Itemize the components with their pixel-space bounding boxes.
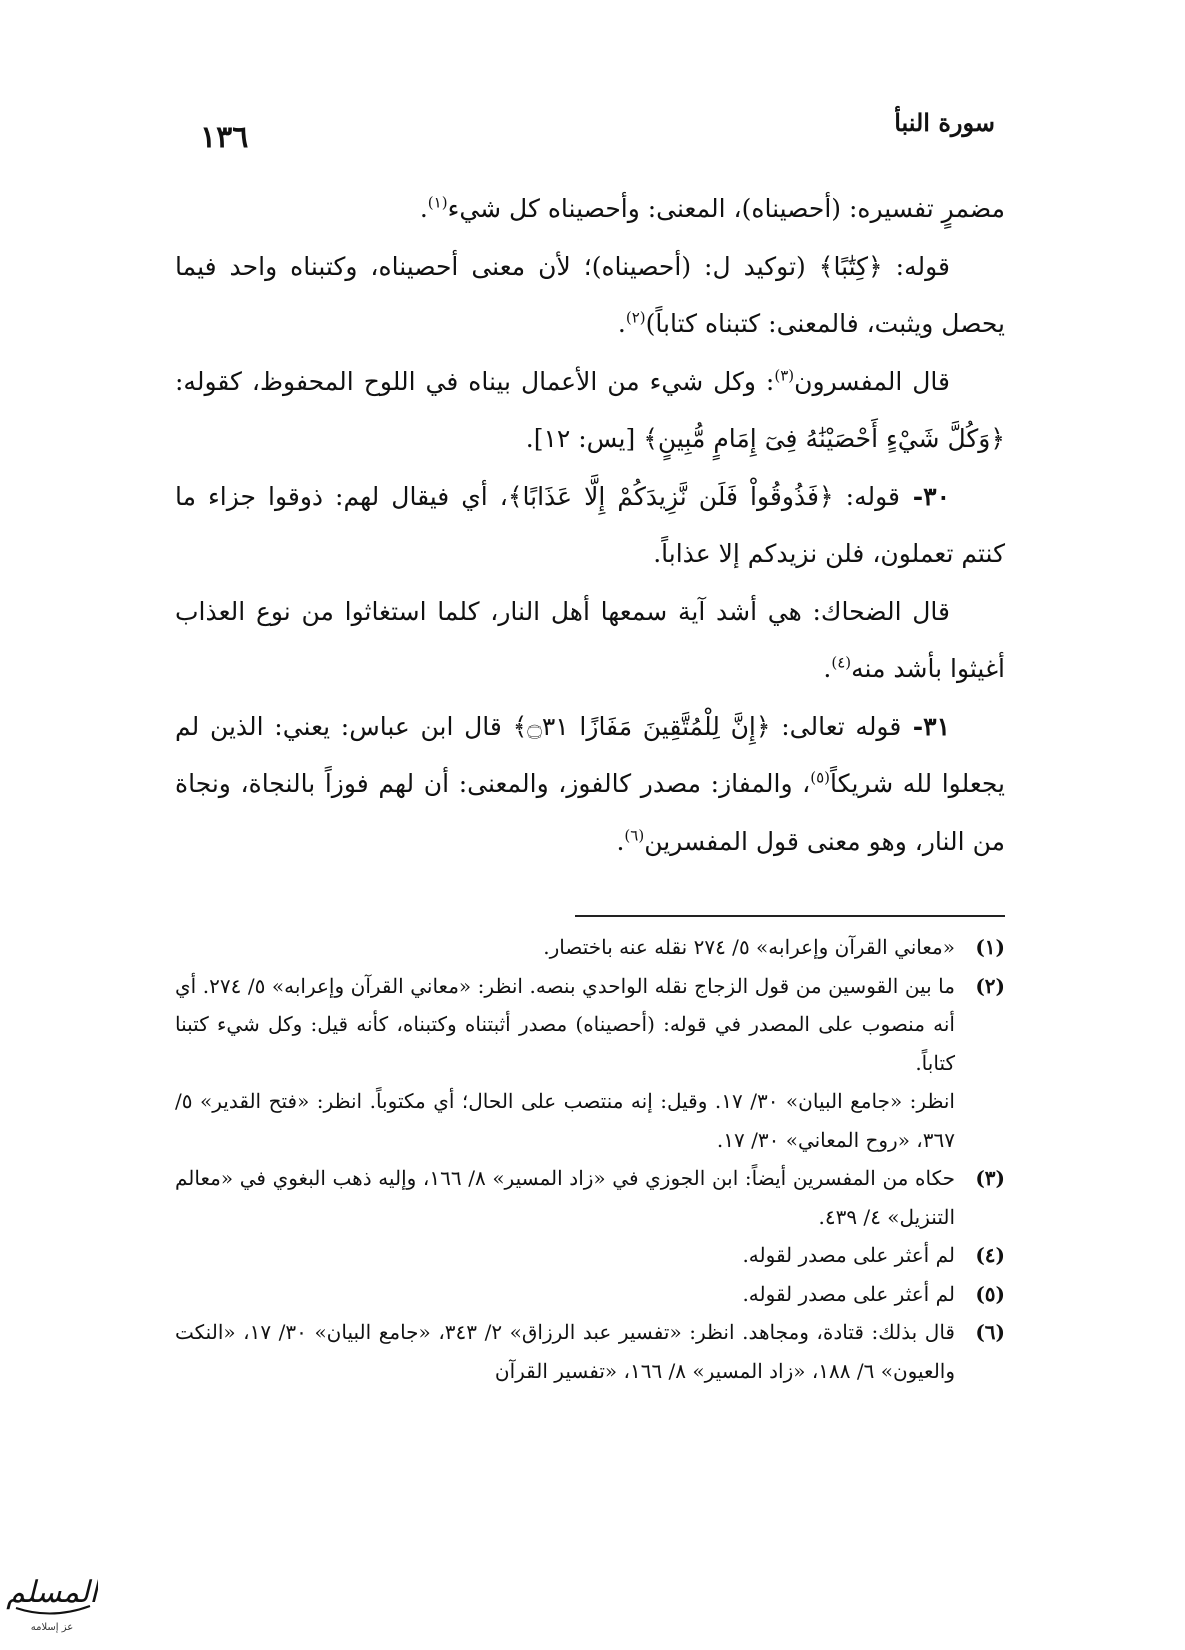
quran-verse: ﴿فَذُوقُواْ فَلَن نَّزِيدَكُمْ إِلَّا عَذَابًا﴾ [507, 481, 834, 511]
logo-subtext: عز إسلامه [30, 1622, 74, 1633]
p1-text: مضمرٍ تفسيره: (أحصيناه)، المعنى: وأحصيناه كل شيء [447, 194, 1005, 223]
footnote-item [175, 1236, 1005, 1275]
footnote-text: قال بذلك: قتادة، ومجاهد. انظر: «تفسير عبد الرزاق» ٢/ ٣٤٣، «جامع البيان» ٣٠/ ١٧، «النكت والعيون» ٦/ ١٨٨، «زاد المسير» ٨/ ١٦٦، «تفسير القرآن [175, 1320, 955, 1383]
footnote-number: (٣) [975, 1166, 1005, 1190]
paragraph-5 [175, 583, 1005, 698]
main-text [175, 180, 1005, 870]
footnote-ref-6: (٦) [624, 826, 645, 845]
footnote-number: (٥) [975, 1281, 1005, 1306]
footnote-text: «معاني القرآن وإعرابه» ٥/ ٢٧٤ نقله عنه باختصار. [543, 935, 955, 959]
footnote-text: ما بين القوسين من قول الزجاج نقله الواحدي بنصه. انظر: «معاني القرآن وإعرابه» ٥/ ٢٧٤. أي أنه منصوب على المصدر في قوله: (أحصيناه) مصدر أثبتناه وكتبناه، كأنه قيل: وكل شيء كتبنا كتاباً. [175, 973, 955, 1075]
p4-text-b: ، أي فيقال لهم: ذوقوا جزاء ما كنتم تعملون، فلن نزيدكم إلا عذاباً. [175, 481, 1005, 568]
p5-text: قال الضحاك: هي أشد آية سمعها أهل النار، كلما استغاثوا من نوع العذاب أغيثوا بأشد منه [175, 596, 1005, 683]
footnote-ref-4: (٤) [831, 653, 852, 672]
p2-text-a: قوله: [882, 251, 950, 281]
footnote-continuation: انظر: «جامع البيان» ٣٠/ ١٧. وقيل: إنه منتصب على الحال؛ أي مكتوباً. انظر: «فتح القدير» ٥/ ٣٦٧، «روح المعاني» ٣٠/ ١٧. [175, 1089, 955, 1152]
paragraph-3 [175, 353, 1005, 468]
footnote-ref-1: (١) [427, 193, 448, 212]
p3-text-b: : وكل شيء من الأعمال بيناه في اللوح المحفوظ، كقوله: [175, 366, 775, 396]
paragraph-6 [175, 698, 1005, 871]
p3-text-c: [يس: ١٢]. [525, 424, 644, 453]
footnotes [175, 928, 1005, 1390]
footnote-ref-3: (٣) [774, 366, 795, 385]
logo-text: المسلم [6, 1575, 98, 1610]
p6-text-b: قال ابن عباس: يعني: الذين لم يجعلوا لله شريكاً [175, 711, 1006, 798]
footnote-divider [575, 915, 1005, 917]
p2-text-b: (توكيد ل: (أحصيناه)؛ لأن معنى أحصيناه، وكتبناه واحد فيما يحصل ويثبت، فالمعنى: كتبناه كتاباً) [175, 251, 1005, 338]
footnote-number: (٦) [975, 1320, 1005, 1344]
footnote-item [175, 928, 1005, 967]
footnote-number: (١) [975, 935, 1005, 959]
paragraph-4 [175, 468, 1005, 583]
footnote-text: لم أعثر على مصدر لقوله. [742, 1281, 955, 1306]
footnote-item [175, 1275, 1005, 1314]
p4-text-a: قوله: [833, 481, 900, 511]
footnote-text: حكاه من المفسرين أيضاً: ابن الجوزي في «زاد المسير» ٨/ ١٦٦، وإليه ذهب البغوي في «معالم التنزيل» ٤/ ٤٣٩. [175, 1166, 955, 1229]
p5-end: . [823, 654, 832, 683]
p6-end: . [616, 826, 625, 856]
page-number: ١٣٦ [200, 120, 249, 155]
footnote-text: لم أعثر على مصدر لقوله. [742, 1243, 955, 1267]
footnote-item [175, 1313, 1005, 1390]
quran-verse: ﴿وَكُلَّ شَيْءٍ أَحْصَيْنَٰهُ فِىٓ إِمَامٍ مُّبِينٍ﴾ [643, 424, 1005, 453]
footnote-item [175, 967, 1005, 1160]
footnote-ref-5: (٥) [810, 768, 831, 787]
p6-text-a: قوله تعالى: [770, 711, 902, 741]
p3-text-a: قال المفسرون [794, 366, 951, 396]
surah-title: سورة النبأ [894, 108, 995, 137]
quran-verse: ﴿إِنَّ لِلْمُتَّقِينَ مَفَازًا ۝٣١﴾ [512, 711, 771, 741]
p1-end: . [419, 194, 428, 223]
p6-text-c: ، والمفاز: مصدر كالفوز، والمعنى: أن لهم فوزاً بالنجاة، ونجاة من النار، وهو معنى قول المفسرين [175, 769, 1005, 856]
p2-end: . [617, 309, 626, 338]
footnote-number: (٢) [975, 973, 1005, 998]
page-header [200, 108, 995, 158]
footnote-number: (٤) [975, 1243, 1005, 1267]
quran-verse: ﴿كِتَٰبًا﴾ [818, 251, 883, 281]
verse-number: ٣١- [901, 711, 950, 741]
verse-number: ٣٠- [899, 481, 950, 511]
footnote-item [175, 1159, 1005, 1236]
calligraphy-logo [6, 1560, 98, 1642]
paragraph-2 [175, 238, 1005, 353]
paragraph-1 [175, 180, 1005, 238]
footnote-ref-2: (٢) [625, 308, 646, 327]
